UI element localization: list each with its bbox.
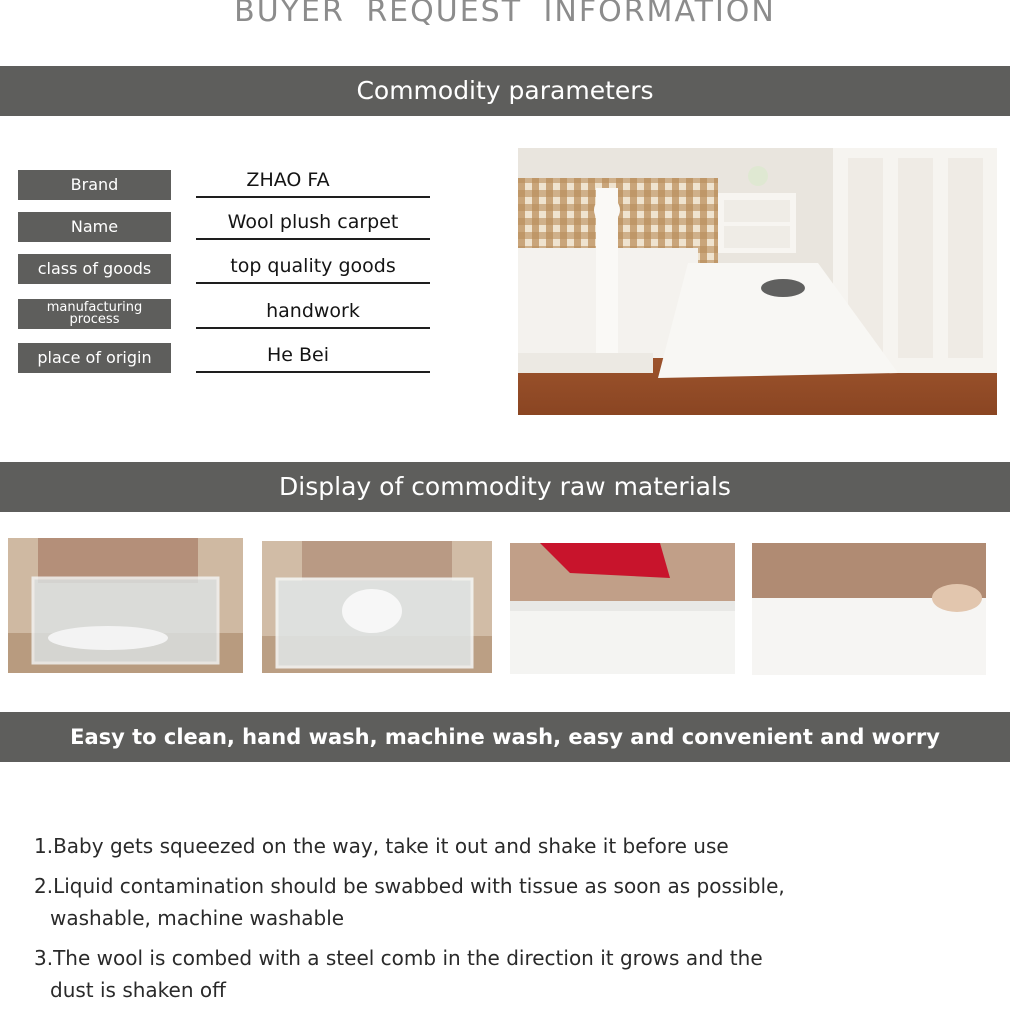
washing-photo-1 [8, 538, 243, 673]
param-label-brand: Brand [18, 170, 171, 200]
param-label-name: Name [18, 212, 171, 242]
bedroom-rug-photo [518, 148, 997, 415]
param-value-origin: He Bei [196, 341, 430, 373]
section-title: Easy to clean, hand wash, machine wash, easy and convenient and worry [70, 725, 940, 749]
section-header-materials [0, 462, 1010, 512]
instruction-text-continued: dust is shaken off [50, 978, 226, 1002]
param-label-class: class of goods [18, 254, 171, 284]
instruction-item [34, 870, 934, 934]
param-value-process: handwork [196, 297, 430, 329]
instruction-item [34, 942, 934, 1006]
param-value-name: Wool plush carpet [196, 208, 430, 240]
washing-photo-2 [262, 541, 492, 673]
section-title: Display of commodity raw materials [279, 472, 731, 501]
instruction-text: 3.The wool is combed with a steel comb in the direction it grows and the [34, 946, 763, 970]
section-header-cleaning [0, 712, 1010, 762]
instruction-text: 1.Baby gets squeezed on the way, take it out and shake it before use [34, 834, 729, 858]
param-label-process [18, 299, 171, 329]
param-value-class: top quality goods [196, 252, 430, 284]
param-label-line: process [69, 312, 120, 327]
page-title: BUYER REQUEST INFORMATION [234, 0, 776, 29]
drying-photo [510, 543, 735, 674]
section-title: Commodity parameters [356, 76, 654, 105]
instruction-text: 2.Liquid contamination should be swabbed with tissue as soon as possible, [34, 874, 785, 898]
param-label-line: manufacturing [46, 300, 143, 315]
instruction-item [34, 830, 934, 862]
combing-photo [752, 543, 986, 675]
param-label-origin: place of origin [18, 343, 171, 373]
instruction-text-continued: washable, machine washable [50, 906, 345, 930]
param-value-brand: ZHAO FA [196, 166, 430, 198]
care-instructions [34, 830, 934, 1010]
section-header-parameters [0, 66, 1010, 116]
